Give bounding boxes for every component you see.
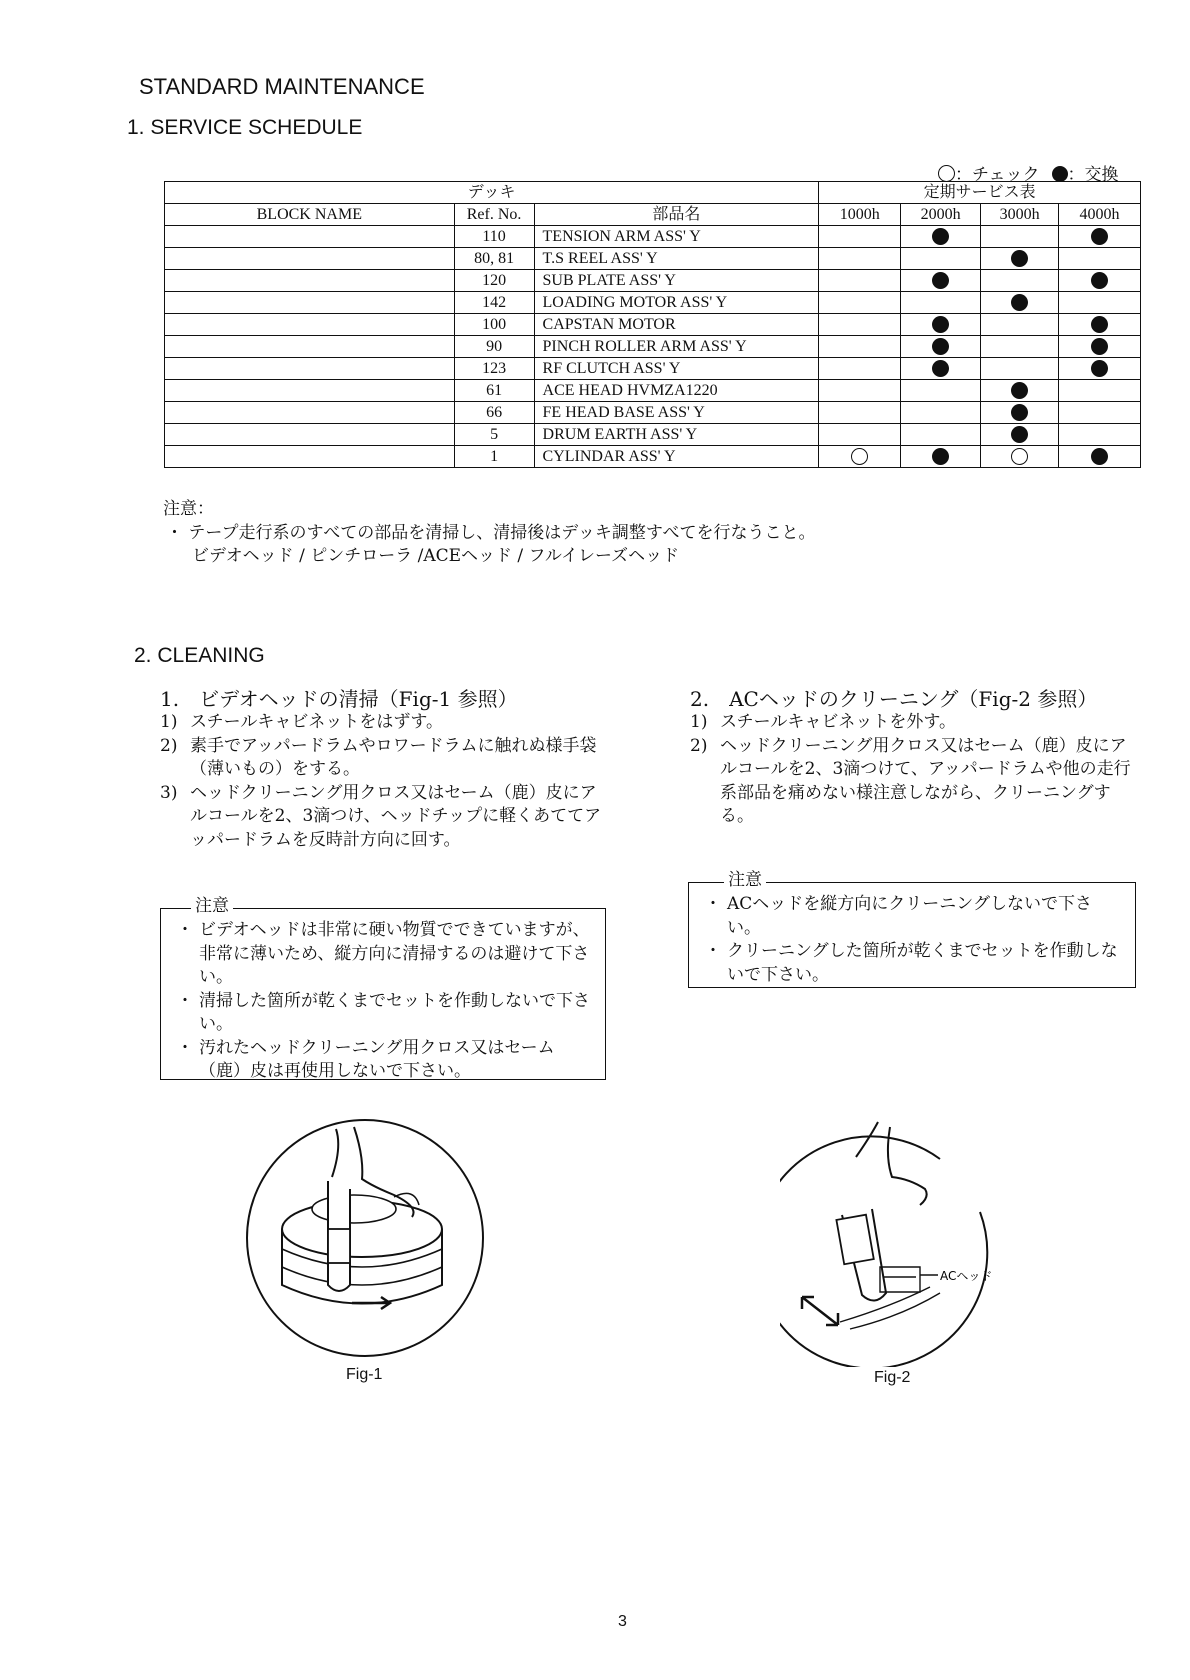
page-title: STANDARD MAINTENANCE: [139, 74, 425, 99]
schedule-mark-cell: [1059, 292, 1141, 314]
schedule-mark-cell: [981, 270, 1059, 292]
block-name-cell: [165, 226, 455, 248]
schedule-mark-cell: [1059, 248, 1141, 270]
replace-mark-icon: [1011, 250, 1028, 267]
replace-mark-icon: [1011, 294, 1028, 311]
part-name-cell: ACE HEAD HVMZA1220: [534, 380, 819, 402]
ref-no-cell: 5: [454, 424, 534, 446]
service-schedule-table: [164, 181, 1141, 468]
ref-no-cell: 142: [454, 292, 534, 314]
schedule-mark-cell: [819, 314, 901, 336]
block-name-cell: [165, 358, 455, 380]
ref-no-cell: 100: [454, 314, 534, 336]
caution-item: [171, 1037, 595, 1084]
schedule-mark-cell: [981, 380, 1059, 402]
schedule-mark-cell: [901, 292, 981, 314]
part-name-cell: TENSION ARM ASS' Y: [534, 226, 819, 248]
fig1-caption: Fig-1: [346, 1366, 383, 1383]
step-text: スチールキャビネットをはずす。: [190, 712, 443, 732]
ref-no-cell: 120: [454, 270, 534, 292]
bullet-icon: ・: [704, 941, 722, 961]
step-number: 2): [690, 735, 708, 756]
schedule-mark-cell: [1059, 270, 1141, 292]
check-mark-icon: [851, 448, 868, 465]
fig1-video-head-cleaning-illustration: [244, 1117, 486, 1359]
part-name-cell: PINCH ROLLER ARM ASS' Y: [534, 336, 819, 358]
schedule-mark-cell: [901, 314, 981, 336]
table-row: [165, 248, 1141, 270]
group-header-schedule: 定期サービス表: [819, 182, 1141, 204]
block-name-cell: [165, 424, 455, 446]
legend-check-label: ：チェック: [955, 165, 1040, 185]
step-text: ヘッドクリーニング用クロス又はセーム（鹿）皮にアルコールを2、3滴つけ、ヘッドチップに軽くあててアッパードラムを反時計方向に回す。: [190, 782, 602, 850]
fig2-caption: Fig-2: [874, 1369, 911, 1386]
check-mark-icon: [1011, 448, 1028, 465]
caution-text: ACヘッドを縦方向にクリーニングしないで下さい。: [727, 894, 1092, 938]
table-header-cell: 1000h: [819, 204, 901, 226]
block-name-cell: [165, 402, 455, 424]
schedule-mark-cell: [819, 424, 901, 446]
ref-no-cell: 90: [454, 336, 534, 358]
circle-filled-icon: [1052, 166, 1068, 182]
step-number: 3): [160, 782, 178, 803]
table-row: [165, 424, 1141, 446]
cleaning-video-head-steps: [160, 711, 610, 852]
section-title-service-schedule: 1. SERVICE SCHEDULE: [127, 116, 363, 139]
caution-box-video-head: [160, 896, 606, 1081]
schedule-mark-cell: [1059, 446, 1141, 468]
schedule-mark-cell: [981, 314, 1059, 336]
part-name-cell: RF CLUTCH ASS' Y: [534, 358, 819, 380]
schedule-mark-cell: [1059, 402, 1141, 424]
schedule-mark-cell: [1059, 336, 1141, 358]
schedule-mark-cell: [1059, 380, 1141, 402]
part-name-cell: CYLINDAR ASS' Y: [534, 446, 819, 468]
replace-mark-icon: [1091, 448, 1108, 465]
section-title-cleaning: 2. CLEANING: [134, 644, 265, 667]
caution-item: [171, 990, 595, 1037]
fig2-ac-head-label: ACヘッド: [940, 1269, 993, 1283]
fig2-ac-head-cleaning-illustration: [780, 1117, 1020, 1367]
caution-text: 汚れたヘッドクリーニング用クロス又はセーム（鹿）皮は再使用しないで下さい。: [199, 1037, 555, 1081]
schedule-mark-cell: [901, 248, 981, 270]
caution-label: 注意: [724, 869, 766, 893]
caution-box-ac-head: [688, 870, 1136, 988]
caution-text: 清掃した箇所が乾くまでセットを作動しないで下さい。: [199, 990, 590, 1034]
legend-replace-label: ：交換: [1067, 165, 1119, 185]
schedule-mark-cell: [981, 424, 1059, 446]
table-header-cell: 3000h: [981, 204, 1059, 226]
replace-mark-icon: [1091, 360, 1108, 377]
table-row: [165, 314, 1141, 336]
schedule-mark-cell: [901, 358, 981, 380]
bullet-icon: ・: [176, 1037, 194, 1058]
group-header-deck: デッキ: [165, 182, 819, 204]
schedule-note-label: 注意：: [163, 499, 214, 519]
step-number: 1): [690, 712, 708, 732]
cleaning-ac-head-heading: 2. ACヘッドのクリーニング（Fig-2 参照）: [690, 687, 1098, 711]
cleaning-video-head-heading: 1. ビデオヘッドの清掃（Fig-1 参照）: [160, 687, 518, 711]
page-number: 3: [618, 1613, 627, 1630]
part-name-cell: CAPSTAN MOTOR: [534, 314, 819, 336]
step-text: 素手でアッパードラムやロワードラムに触れぬ様手袋（薄いもの）をする。: [190, 735, 597, 779]
ref-no-cell: 66: [454, 402, 534, 424]
replace-mark-icon: [1091, 228, 1108, 245]
schedule-mark-cell: [819, 270, 901, 292]
schedule-mark-cell: [1059, 358, 1141, 380]
ref-no-cell: 1: [454, 446, 534, 468]
schedule-mark-cell: [901, 270, 981, 292]
schedule-mark-cell: [819, 336, 901, 358]
schedule-mark-cell: [981, 336, 1059, 358]
table-header-cell: BLOCK NAME: [165, 204, 455, 226]
replace-mark-icon: [932, 338, 949, 355]
part-name-cell: LOADING MOTOR ASS' Y: [534, 292, 819, 314]
schedule-note-line: ビデオヘッド / ピンチローラ /ACEヘッド / フルイレーズヘッド: [192, 546, 680, 566]
replace-mark-icon: [1091, 316, 1108, 333]
schedule-mark-cell: [819, 402, 901, 424]
caution-item: [699, 940, 1125, 987]
ref-no-cell: 80, 81: [454, 248, 534, 270]
table-row: [165, 446, 1141, 468]
block-name-cell: [165, 380, 455, 402]
replace-mark-icon: [1011, 404, 1028, 421]
table-row: [165, 226, 1141, 248]
block-name-cell: [165, 248, 455, 270]
schedule-mark-cell: [981, 292, 1059, 314]
table-row: [165, 270, 1141, 292]
caution-text: クリーニングした箇所が乾くまでセットを作動しないで下さい。: [727, 941, 1118, 985]
table-header-cell: 部品名: [534, 204, 819, 226]
table-header-row: [165, 204, 1141, 226]
circle-open-icon: [938, 165, 955, 182]
caution-item: [699, 893, 1125, 940]
part-name-cell: T.S REEL ASS' Y: [534, 248, 819, 270]
schedule-mark-cell: [901, 402, 981, 424]
table-row: [165, 402, 1141, 424]
step-item: [160, 711, 610, 735]
schedule-mark-cell: [901, 336, 981, 358]
schedule-mark-cell: [819, 446, 901, 468]
block-name-cell: [165, 270, 455, 292]
replace-mark-icon: [1091, 272, 1108, 289]
schedule-mark-cell: [901, 424, 981, 446]
step-item: [160, 782, 610, 853]
step-text: ヘッドクリーニング用クロス又はセーム（鹿）皮にアルコールを2、3滴つけて、アッパードラムや他の走行系部品を痛めない様注意しながら、クリーニングする。: [720, 735, 1131, 826]
part-name-cell: SUB PLATE ASS' Y: [534, 270, 819, 292]
replace-mark-icon: [1091, 338, 1108, 355]
bullet-icon: ・: [176, 990, 194, 1011]
schedule-mark-cell: [819, 358, 901, 380]
schedule-note-line: ・ テープ走行系のすべての部品を清掃し、清掃後はデッキ調整すべてを行なうこと。: [166, 523, 816, 543]
schedule-mark-cell: [1059, 424, 1141, 446]
step-number: 2): [160, 735, 178, 756]
step-item: [160, 735, 610, 782]
ref-no-cell: 61: [454, 380, 534, 402]
step-text: スチールキャビネットを外す。: [720, 712, 956, 732]
schedule-mark-cell: [901, 380, 981, 402]
schedule-mark-cell: [819, 380, 901, 402]
replace-mark-icon: [932, 448, 949, 465]
caution-text: ビデオヘッドは非常に硬い物質でできていますが、非常に薄いため、縦方向に清掃するのは避けて下さい。: [199, 920, 590, 987]
table-row: [165, 380, 1141, 402]
schedule-mark-cell: [981, 402, 1059, 424]
schedule-mark-cell: [901, 226, 981, 248]
schedule-mark-cell: [981, 446, 1059, 468]
ref-no-cell: 123: [454, 358, 534, 380]
bullet-icon: ・: [704, 894, 722, 914]
schedule-mark-cell: [819, 292, 901, 314]
block-name-cell: [165, 336, 455, 358]
step-item: [690, 735, 1138, 829]
part-name-cell: FE HEAD BASE ASS' Y: [534, 402, 819, 424]
table-group-header-row: [165, 182, 1141, 204]
step-item: [690, 711, 1138, 735]
cleaning-ac-head-steps: [690, 711, 1138, 829]
schedule-mark-cell: [1059, 226, 1141, 248]
replace-mark-icon: [1011, 426, 1028, 443]
table-header-cell: 2000h: [901, 204, 981, 226]
bullet-icon: ・: [176, 920, 194, 940]
caution-label: 注意: [191, 895, 233, 919]
caution-item: [171, 919, 595, 990]
table-header-cell: Ref. No.: [454, 204, 534, 226]
schedule-mark-cell: [819, 226, 901, 248]
replace-mark-icon: [1011, 382, 1028, 399]
replace-mark-icon: [932, 272, 949, 289]
table-row: [165, 336, 1141, 358]
block-name-cell: [165, 292, 455, 314]
block-name-cell: [165, 446, 455, 468]
block-name-cell: [165, 314, 455, 336]
step-number: 1): [160, 712, 178, 732]
table-header-cell: 4000h: [1059, 204, 1141, 226]
table-row: [165, 358, 1141, 380]
ref-no-cell: 110: [454, 226, 534, 248]
schedule-mark-cell: [981, 358, 1059, 380]
schedule-mark-cell: [819, 248, 901, 270]
replace-mark-icon: [932, 228, 949, 245]
schedule-mark-cell: [981, 248, 1059, 270]
schedule-mark-cell: [1059, 314, 1141, 336]
replace-mark-icon: [932, 360, 949, 377]
part-name-cell: DRUM EARTH ASS' Y: [534, 424, 819, 446]
table-row: [165, 292, 1141, 314]
schedule-mark-cell: [981, 226, 1059, 248]
replace-mark-icon: [932, 316, 949, 333]
schedule-mark-cell: [901, 446, 981, 468]
